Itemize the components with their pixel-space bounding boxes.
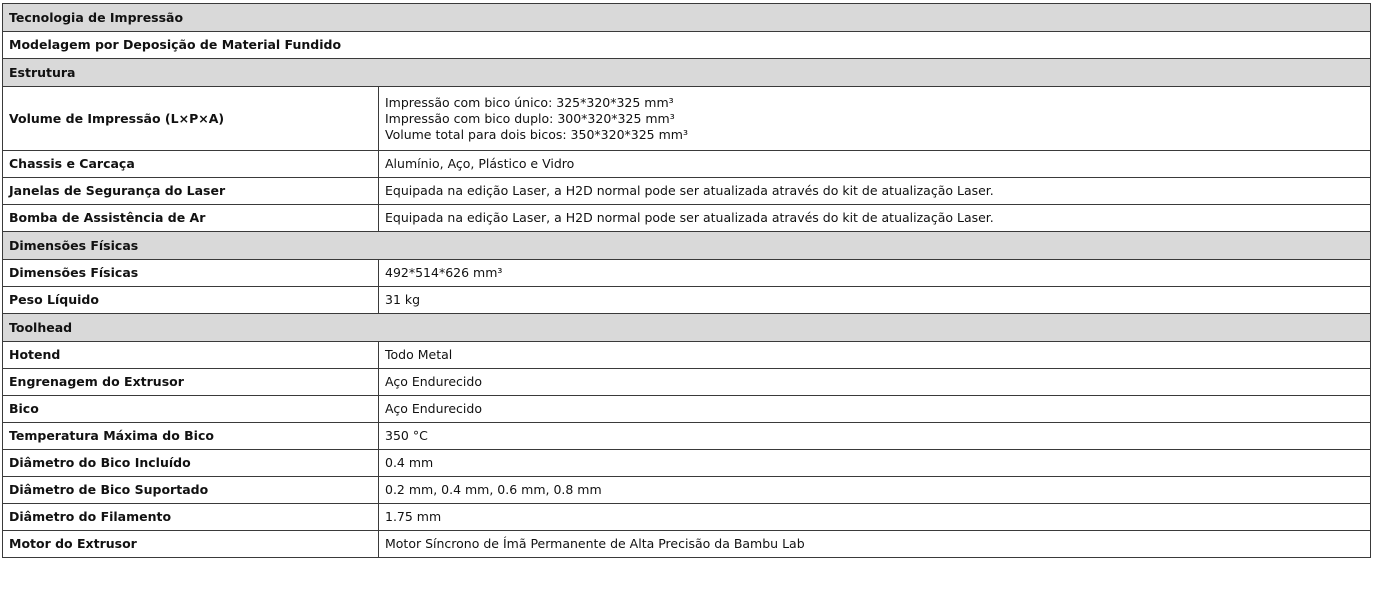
table-row bbox=[3, 260, 1371, 287]
row-value: Aço Endurecido bbox=[379, 369, 1371, 396]
section-subtitle-row bbox=[3, 32, 1371, 59]
table-row bbox=[3, 287, 1371, 314]
table-row bbox=[3, 178, 1371, 205]
table-row bbox=[3, 423, 1371, 450]
table-row bbox=[3, 450, 1371, 477]
section-title: Dimensões Físicas bbox=[3, 232, 1371, 260]
row-label: Bomba de Assistência de Ar bbox=[3, 205, 379, 232]
row-value: 492*514*626 mm³ bbox=[379, 260, 1371, 287]
row-label: Diâmetro de Bico Suportado bbox=[3, 477, 379, 504]
row-label: Chassis e Carcaça bbox=[3, 151, 379, 178]
section-title: Toolhead bbox=[3, 314, 1371, 342]
row-label: Hotend bbox=[3, 342, 379, 369]
section-subtitle: Modelagem por Deposição de Material Fundido bbox=[3, 32, 1371, 59]
section-title: Tecnologia de Impressão bbox=[3, 4, 1371, 32]
row-value: Todo Metal bbox=[379, 342, 1371, 369]
spec-table bbox=[2, 3, 1371, 558]
section-title: Estrutura bbox=[3, 59, 1371, 87]
row-label: Engrenagem do Extrusor bbox=[3, 369, 379, 396]
row-value: Aço Endurecido bbox=[379, 396, 1371, 423]
table-row bbox=[3, 531, 1371, 558]
table-row bbox=[3, 87, 1371, 151]
table-row bbox=[3, 504, 1371, 531]
row-label: Dimensões Físicas bbox=[3, 260, 379, 287]
row-value: Alumínio, Aço, Plástico e Vidro bbox=[379, 151, 1371, 178]
row-value: 1.75 mm bbox=[379, 504, 1371, 531]
row-label: Janelas de Segurança do Laser bbox=[3, 178, 379, 205]
row-value: 31 kg bbox=[379, 287, 1371, 314]
row-value: Motor Síncrono de Ímã Permanente de Alta Precisão da Bambu Lab bbox=[379, 531, 1371, 558]
row-label: Diâmetro do Filamento bbox=[3, 504, 379, 531]
section-header-estrutura bbox=[3, 59, 1371, 87]
row-label: Peso Líquido bbox=[3, 287, 379, 314]
row-label: Diâmetro do Bico Incluído bbox=[3, 450, 379, 477]
row-value: 350 °C bbox=[379, 423, 1371, 450]
table-row bbox=[3, 342, 1371, 369]
row-label: Bico bbox=[3, 396, 379, 423]
table-row bbox=[3, 369, 1371, 396]
table-row bbox=[3, 151, 1371, 178]
value-line: Impressão com bico duplo: 300*320*325 mm³ bbox=[385, 110, 675, 126]
table-row bbox=[3, 205, 1371, 232]
value-line: Impressão com bico único: 325*320*325 mm³ bbox=[385, 94, 674, 110]
row-value bbox=[379, 87, 1371, 151]
section-header-tecnologia bbox=[3, 4, 1371, 32]
row-label: Temperatura Máxima do Bico bbox=[3, 423, 379, 450]
row-label: Motor do Extrusor bbox=[3, 531, 379, 558]
table-row bbox=[3, 396, 1371, 423]
row-value: Equipada na edição Laser, a H2D normal pode ser atualizada através do kit de atualização Laser. bbox=[379, 178, 1371, 205]
value-line: Volume total para dois bicos: 350*320*325 mm³ bbox=[385, 126, 688, 142]
row-value: 0.4 mm bbox=[379, 450, 1371, 477]
row-value: 0.2 mm, 0.4 mm, 0.6 mm, 0.8 mm bbox=[379, 477, 1371, 504]
row-value: Equipada na edição Laser, a H2D normal pode ser atualizada através do kit de atualização Laser. bbox=[379, 205, 1371, 232]
table-row bbox=[3, 477, 1371, 504]
row-label: Volume de Impressão (L×P×A) bbox=[3, 87, 379, 151]
section-header-dimensoes bbox=[3, 232, 1371, 260]
section-header-toolhead bbox=[3, 314, 1371, 342]
